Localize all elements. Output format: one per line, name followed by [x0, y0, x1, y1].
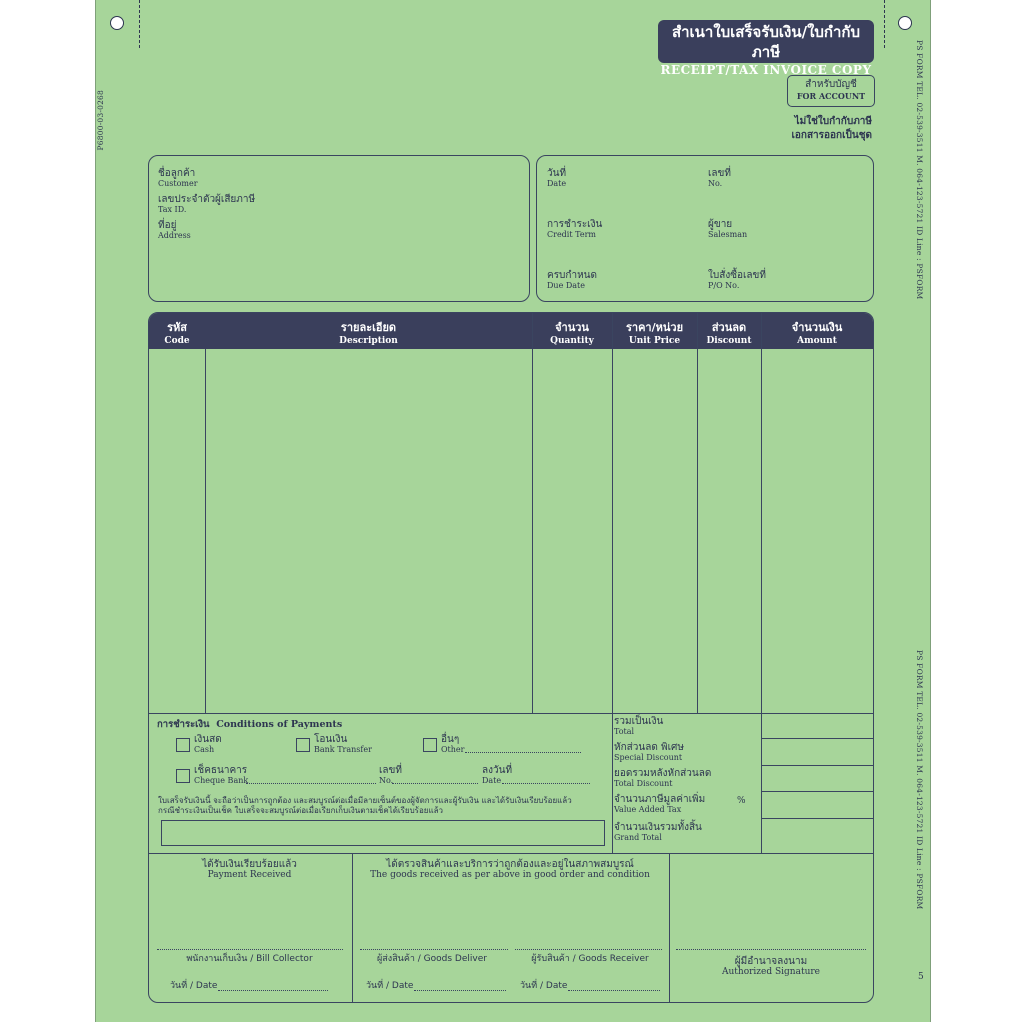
for-account-english: FOR ACCOUNT	[796, 91, 866, 101]
payment-received-heading: ได้รับเงินเรียบร้อยแล้ว Payment Received	[202, 859, 297, 880]
goods-deliver-label: ผู้ส่งสินค้า / Goods Deliver	[377, 954, 487, 964]
customer-address-label: ที่อยู่ Address	[158, 220, 191, 240]
col-amount: จำนวนเงิน Amount	[791, 321, 843, 346]
cheque-checkbox[interactable]	[176, 769, 190, 783]
goods-receiver-label: ผู้รับสินค้า / Goods Receiver	[531, 954, 649, 964]
col-unit-price: ราคา/หน่วย Unit Price	[625, 321, 684, 346]
collector-date-label: วันที่ / Date	[170, 981, 218, 991]
deliver-signature-line[interactable]	[360, 949, 508, 950]
page-number: 5	[918, 972, 924, 982]
total-discount-label: ยอดรวมหลังหักส่วนลด Total Discount	[614, 768, 712, 788]
vat-label: จำนวนภาษีมูลค่าเพิ่ม Value Added Tax	[614, 794, 706, 814]
bill-collector-label: พนักงานเก็บเงิน / Bill Collector	[186, 954, 313, 964]
authorized-signature-line[interactable]	[676, 949, 866, 950]
payment-terms: ใบเสร็จรับเงินนี้ จะถือว่าเป็นการถูกต้อง และสมบูรณ์ต่อเมื่อมีลายเซ็นต์ของผู้จัดการและผู้รับเงิน และได้รับเงินเรียบร้อยแล้ว กรณีชำระเงินเป็นเช็ค ใบเสร็จจะสมบูรณ์ต่อเมื่อเรียกเก็บเงินตามเช็คได้เรียบร้อยแล้ว	[158, 796, 572, 815]
title-thai: สำเนาใบเสร็จรับเงิน/ใบกำกับภาษี	[671, 23, 861, 61]
note-not-tax-invoice: ไม่ใช่ใบกำกับภาษี	[794, 116, 872, 127]
grand-total-label: จำนวนเงินรวมทั้งสิ้น Grand Total	[614, 822, 702, 842]
title-english: RECEIPT/TAX INVOICE COPY	[660, 63, 872, 77]
side-contact-bottom: PS FORM TEL. 02-539-3511 M. 064-123-5721 ID Line : PSFORM	[915, 650, 924, 910]
cheque-no-label: เลขที่ No.	[379, 765, 402, 785]
for-account-thai: สำหรับบัญชี	[805, 79, 857, 90]
authorized-signature-label: ผู้มีอำนาจลงนาม Authorized Signature	[721, 956, 820, 977]
cash-checkbox[interactable]	[176, 738, 190, 752]
title-banner	[658, 20, 874, 77]
cheque-bank-field[interactable]	[246, 783, 376, 784]
bank-transfer-checkbox[interactable]	[296, 738, 310, 752]
date-label: วันที่ Date	[547, 168, 567, 188]
col-description: รายละเอียด Description	[339, 321, 398, 346]
customer-box	[148, 155, 530, 302]
customer-taxid-label: เลขประจำตัวผู้เสียภาษี Tax ID.	[158, 194, 256, 214]
form-code: P6800-03-0268	[96, 90, 105, 151]
side-contact-top: PS FORM TEL. 02-539-3511 M. 064-123-5721 ID Line : PSFORM	[915, 40, 924, 300]
due-date-label: ครบกำหนด Due Date	[547, 270, 597, 290]
receiver-date-field[interactable]	[568, 990, 660, 991]
receiver-signature-line[interactable]	[515, 949, 662, 950]
other-label: อื่นๆ Other	[441, 734, 465, 754]
vat-percent: %	[737, 796, 746, 806]
payment-heading: การชำระเงิน Conditions of Payments	[157, 719, 343, 730]
perforation-left	[139, 0, 140, 48]
notes	[720, 115, 872, 143]
deliver-date-field[interactable]	[414, 990, 506, 991]
total-label: รวมเป็นเงิน Total	[614, 716, 664, 736]
cheque-date-field[interactable]	[502, 783, 590, 784]
number-label: เลขที่ No.	[708, 168, 731, 188]
salesman-label: ผู้ขาย Salesman	[708, 219, 748, 239]
for-account-badge	[787, 75, 875, 107]
credit-term-label: การชำระเงิน Credit Term	[547, 219, 603, 239]
perforation-right	[884, 0, 885, 48]
cheque-date-label: ลงวันที่ Date	[482, 765, 513, 785]
punch-hole-left	[110, 16, 124, 30]
customer-name-label: ชื่อลูกค้า Customer	[158, 168, 198, 188]
goods-received-heading: ได้ตรวจสินค้าและบริการว่าถูกต้องและอยู่ในสภาพสมบูรณ์ The goods received as per above in good order and condition	[370, 859, 650, 880]
po-number-label: ใบสั่งซื้อเลขที่ P/O No.	[708, 270, 766, 290]
cheque-no-field[interactable]	[392, 783, 478, 784]
collector-signature-line[interactable]	[157, 949, 343, 950]
collector-date-field[interactable]	[218, 990, 328, 991]
col-quantity: จำนวน Quantity	[550, 321, 594, 346]
items-table	[148, 312, 874, 1003]
note-set-document: เอกสารออกเป็นชุด	[791, 130, 872, 141]
amount-in-words-field[interactable]	[161, 820, 605, 846]
other-checkbox[interactable]	[423, 738, 437, 752]
other-field[interactable]	[465, 752, 581, 753]
deliver-date-label: วันที่ / Date	[366, 981, 414, 991]
special-discount-label: หักส่วนลด พิเศษ Special Discount	[614, 742, 684, 762]
receiver-date-label: วันที่ / Date	[520, 981, 568, 991]
cheque-label: เช็คธนาคาร Cheque Bank	[194, 765, 249, 785]
punch-hole-right	[898, 16, 912, 30]
col-code: รหัส Code	[164, 321, 190, 346]
cash-label: เงินสด Cash	[194, 734, 222, 754]
col-discount: ส่วนลด Discount	[706, 321, 752, 346]
bank-transfer-label: โอนเงิน Bank Transfer	[314, 734, 372, 754]
